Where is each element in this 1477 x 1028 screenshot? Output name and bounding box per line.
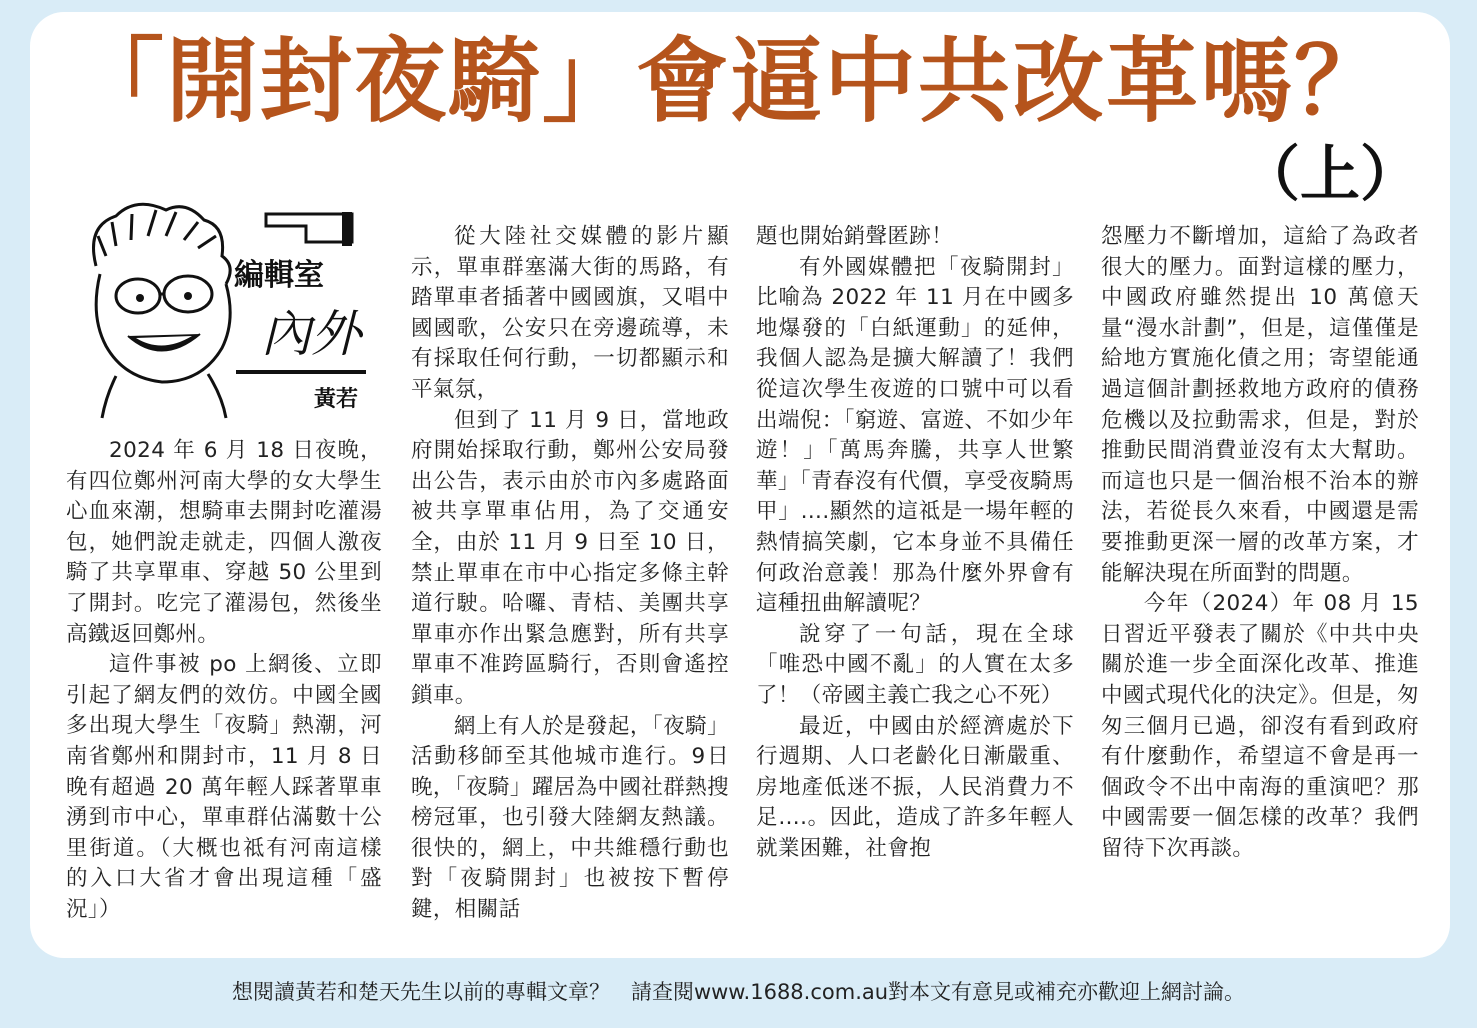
article-paragraph: 但到了 11 月 9 日，當地政府開始採取行動，鄭州公安局發出公告，表示由於市內多處路面被共享單車佔用，為了交通安全，由於 11 月 9 日至 10 日，禁止單車在市中心指定多條主幹道行駛。哈囉、青桔、美團共享單車亦作出緊急應對，所有共享單車不准跨區騎行，否則會遙控鎖車。 [411, 407, 729, 708]
article-column-4 [1101, 222, 1419, 864]
article-column-3 [756, 222, 1074, 864]
article-title: 「開封夜騎」會逼中共改革嗎？ [72, 28, 1389, 135]
article-paragraph: 今年（2024）年 08 月 15 日習近平發表了關於《中共中央關於進一步全面深化改革、推進中國式現代化的決定》。但是，匆匆三個月已過，卻沒有看到政府有什麼動作，希望這不會是再一個政令不出中南海的重演吧？那中國需要一個怎樣的改革？我們留待下次再談。 [1101, 591, 1419, 861]
columnist-box [76, 196, 388, 422]
article-paragraph: 從大陸社交媒體的影片顯示，單車群塞滿大街的馬路，有踏單車者插著中國國旗，又唱中國國歌，公安只在旁邊疏導，未有採取任何行動，一切都顯示和平氣氛， [411, 224, 729, 402]
column-header: 編輯室 [234, 258, 324, 293]
article-paragraph: 最近，中國由於經濟處於下行週期、人口老齡化日漸嚴重、房地產低迷不振，人民消費力不足….。因此，造成了許多年輕人就業困難，社會抱 [756, 713, 1074, 861]
article-paragraph: 有外國媒體把「夜騎開封」比喻為 2022 年 11 月在中國多地爆發的「白紙運動」的延伸，我個人認為是擴大解讀了！我們從這次學生夜遊的口號中可以看出端倪：「窮遊、富遊、不如少年遊！」「萬馬奔騰，共享人世繁華」「青春沒有代價，享受夜騎馬甲」….顯然的這祗是一場年輕的熱情搞笑劇，它本身並不具備任何政治意義！那為什麼外界會有這種扭曲解讀呢？ [756, 254, 1074, 617]
article-paragraph: 這件事被 po 上網後、立即引起了網友們的效仿。中國全國多出現大學生「夜騎」熱潮，河南省鄭州和開封市，11 月 8 日晚有超過 20 萬年輕人踩著單車湧到市中心，單車群佔滿數十公里街道。（大概也祗有河南這樣的入口大省才會出現這種「盛況」） [66, 652, 382, 922]
article-paragraph: 網上有人於是發起，「夜騎」活動移師至其他城市進行。9日晚，「夜騎」躍居為中國社群熱搜榜冠軍，也引發大陸網友熱議。很快的，網上，中共維穩行動也對「夜騎開封」也被按下暫停鍵，相關話 [411, 713, 729, 923]
article-column-2 [411, 222, 729, 926]
author-name: 黃若 [314, 387, 359, 412]
article-paragraph: 怨壓力不斷增加，這給了為政者很大的壓力。面對這樣的壓力，中國政府雖然提出 10 萬億天量“漫水計劃”，但是，這僅僅是給地方實施化債之用；寄望能通過這個計劃拯救地方政府的債務危機以及拉動需求，但是，對於推動民間消費並沒有太大幫助。而這也只是一個治根不治本的辦法，若從長久來看，中國還是需要推動更深一層的改革方案，才能解決現在所面對的問題。 [1101, 224, 1419, 586]
article-paragraph: 說穿了一句話，現在全球「唯恐中國不亂」的人實在太多了！（帝國主義亡我之心不死） [756, 621, 1074, 708]
article-subtitle: （上） [1240, 140, 1420, 210]
article-paragraph: 題也開始銷聲匿跡！ [756, 224, 954, 249]
article-paragraph: 2024 年 6 月 18 日夜晚，有四位鄭州河南大學的女大學生心血來潮，想騎車去開封吃灌湯包，她們說走就走，四個人激夜騎了共享單車、穿越 50 公里到了開封。吃完了灌湯包，然後坐高鐵返回鄭州。 [66, 438, 382, 647]
footer-note: 想閱讀黃若和楚天先生以前的專輯文章？ 請查閱www.1688.com.au對本文有意見或補充亦歡迎上網討論。 [231, 980, 1246, 1004]
article-column-1 [66, 436, 382, 926]
column-tag: 內外 [261, 305, 361, 363]
